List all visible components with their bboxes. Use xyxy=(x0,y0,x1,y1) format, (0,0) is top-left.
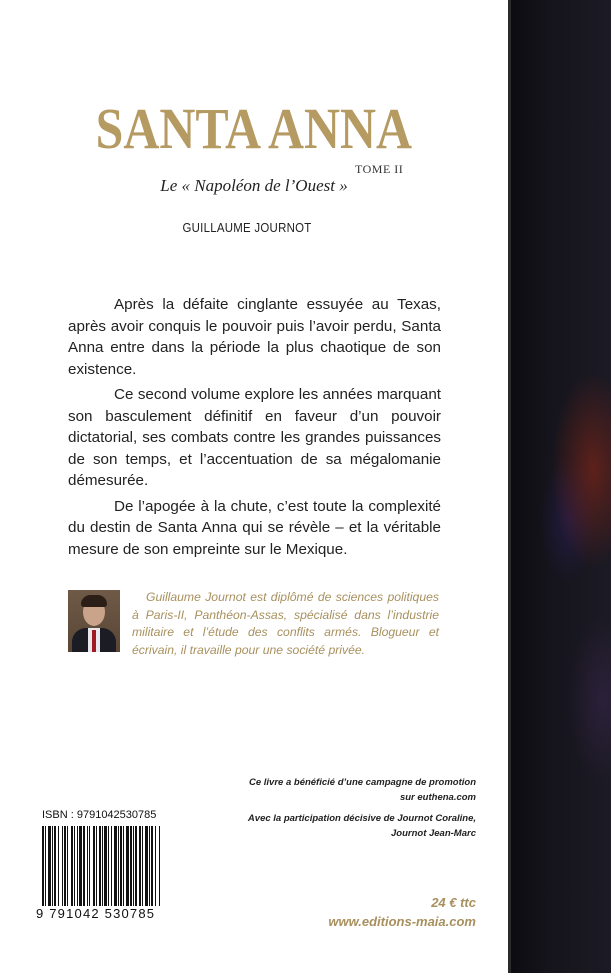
synopsis-paragraph: Ce second volume explore les années marquant son basculement définitif en faveur d’un pouvoir dictatorial, ses combats contre les grandes puissances de son temps, et l’accentuation de sa mégalomanie démesurée. xyxy=(68,386,441,489)
barcode-bar xyxy=(48,826,51,906)
barcode-bar xyxy=(126,826,129,906)
barcode-bar xyxy=(108,826,109,906)
barcode-bar xyxy=(52,826,53,906)
synopsis xyxy=(68,294,441,564)
barcode-bar xyxy=(71,826,73,906)
barcode-bar xyxy=(155,826,156,906)
promotion-line: Ce livre a bénéficié d’une campagne de promotion xyxy=(249,777,476,788)
barcode-bar xyxy=(87,826,88,906)
barcode-bar xyxy=(64,826,66,906)
barcode-digits: 9 791042 530785 xyxy=(36,906,160,921)
barcode-bar xyxy=(118,826,119,906)
barcode-bar xyxy=(135,826,137,906)
barcode-bar xyxy=(142,826,143,906)
barcode-bar xyxy=(96,826,97,906)
barcode-bar xyxy=(130,826,132,906)
participation-credit xyxy=(230,811,476,841)
author-photo-hair xyxy=(81,595,107,607)
author-photo xyxy=(68,590,120,652)
barcode-bar xyxy=(159,826,160,918)
barcode-bar xyxy=(89,826,90,906)
barcode-bar xyxy=(83,826,85,906)
volume-label: TOME II xyxy=(355,162,404,176)
isbn-label: ISBN : 9791042530785 xyxy=(42,809,157,821)
participation-line: Avec la participation décisive de Journot Coraline, xyxy=(247,813,476,824)
barcode-bar xyxy=(62,826,63,906)
barcode-bar xyxy=(74,826,75,906)
barcode-bar xyxy=(114,826,117,906)
barcode-bar xyxy=(123,826,124,906)
book-subtitle: Le « Napoléon de l’Ouest » xyxy=(160,176,348,195)
barcode-bar xyxy=(67,826,68,906)
participation-line: Journot Jean-Marc xyxy=(391,828,476,839)
barcode-bar xyxy=(54,826,56,906)
author-name: GUILLAUME JOURNOT xyxy=(182,220,312,235)
barcode-bar xyxy=(151,826,153,906)
barcode-bar xyxy=(120,826,122,906)
barcode-bar xyxy=(42,826,44,918)
barcode-bar xyxy=(45,826,46,906)
publisher-website[interactable]: www.editions-maia.com xyxy=(328,914,476,929)
barcode-bar xyxy=(77,826,78,906)
synopsis-paragraph: Après la défaite cinglante essuyée au Texas, après avoir conquis le pouvoir puis l’avoir perdu, Santa Anna entre dans la période la plus chaotique de son existence. xyxy=(68,296,441,378)
barcode-bar xyxy=(99,826,101,906)
author-bio: Guillaume Journot est diplômé de sciences politiques à Paris-II, Panthéon-Assas, spécialisé dans l’industrie militaire et l’étude des conflits armés. Blogueur et écrivain, il travaille pour une société privée. xyxy=(132,590,439,657)
barcode-bar xyxy=(133,826,134,906)
barcode-bar xyxy=(79,826,82,906)
synopsis-paragraph: De l’apogée à la chute, c’est toute la complexité du destin de Santa Anna qui se révèle – et la véritable mesure de son empreinte sur le Mexique. xyxy=(68,497,441,558)
barcode-bar xyxy=(111,826,112,906)
isbn-barcode xyxy=(42,826,160,918)
barcode-bar xyxy=(145,826,148,906)
price: 24 € ttc xyxy=(431,895,476,910)
book-title: SANTA ANNA xyxy=(95,96,413,161)
barcode-bar xyxy=(104,826,107,906)
barcode-bar xyxy=(93,826,95,906)
spine-edge xyxy=(508,0,511,973)
promotion-line: sur euthena.com xyxy=(399,792,476,803)
promotion-credit xyxy=(230,775,476,805)
barcode-bar xyxy=(149,826,150,906)
barcode-bar xyxy=(102,826,103,918)
author-photo-tie xyxy=(92,630,96,652)
barcode-bar xyxy=(139,826,141,906)
barcode-bar xyxy=(58,826,59,906)
book-spine-artwork xyxy=(508,0,611,973)
